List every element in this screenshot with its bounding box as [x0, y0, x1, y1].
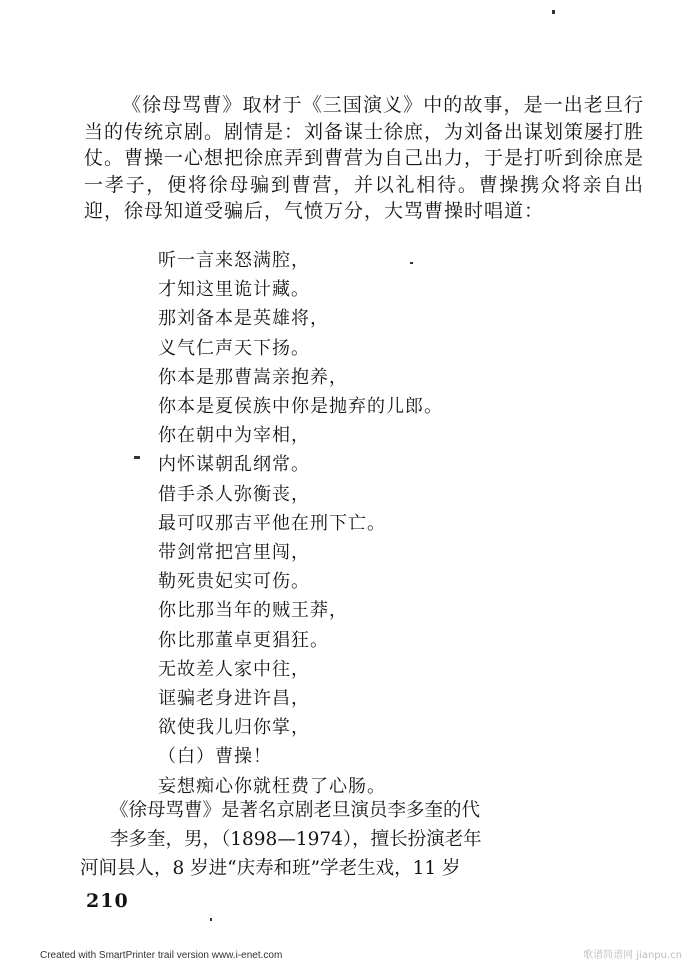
lyric-line: 最可叹那吉平他在刑下亡。: [158, 512, 386, 534]
closing-text-line: 河间县人，8 岁进“庆寿和班”学老生戏，11 岁: [80, 858, 461, 879]
footer-credit: Created with SmartPrinter trail version www.i-enet.com: [40, 950, 283, 961]
lyric-line: 内怀谋朝乱纲常。: [158, 454, 310, 476]
lyric-line: 你比那董卓更猖狂。: [158, 629, 329, 651]
intro-paragraph: 《徐母骂曹》取材于《三国演义》中的故事，是一出老旦行当的传统京剧。剧情是：刘备谋士徐庶，为刘备出谋划策屡打胜仗。曹操一心想把徐庶弄到曹营为自己出力，于是打听到徐庶是一孝子，便将徐母骗到曹营，并以礼相待。曹操携众将亲自出迎，徐母知道受骗后，气愤万分，大骂曹操时唱道：: [84, 94, 645, 222]
lyric-line: 你在朝中为宰相，: [158, 425, 310, 447]
lyric-line: 你本是那曹嵩亲抱养，: [158, 366, 348, 388]
closing-text-line: 《徐母骂曹》是著名京剧老旦演员李多奎的代: [110, 800, 481, 821]
lyric-line: 带剑常把宫里闯，: [158, 542, 310, 564]
lyric-line: 听一言来怒满腔，: [158, 250, 310, 271]
lyrics-block: [158, 246, 443, 801]
lyric-line: 诓骗老身进许昌，: [158, 688, 310, 710]
lyric-line: 欲使我儿归你掌，: [158, 717, 310, 739]
lyric-line: 勒死贵妃实可伤。: [158, 571, 310, 593]
scan-speck: [210, 918, 212, 921]
scan-speck: [410, 262, 413, 264]
page-number: 210: [86, 890, 129, 912]
lyric-line: 义气仁声天下扬。: [158, 337, 310, 359]
scan-speck: [134, 456, 140, 459]
lyric-line: 借手杀人弥衡丧，: [158, 483, 310, 505]
lyric-line: （白）曹操！: [158, 746, 272, 768]
lyric-line: 你比那当年的贼王莽，: [158, 600, 348, 622]
lyric-line: 你本是夏侯族中你是抛弃的儿郎。: [158, 396, 443, 418]
lyric-line: 无故差人家中往，: [158, 658, 310, 680]
lyric-line: 才知这里诡计藏。: [158, 279, 310, 301]
lyric-line: 妄想痴心你就枉费了心肠。: [158, 775, 386, 797]
scan-speck: [552, 10, 555, 14]
footer-watermark: 歌谱简谱网 jianpu.cn: [583, 950, 682, 961]
lyric-line: 那刘备本是英雄将，: [158, 308, 329, 330]
closing-text-line: 李多奎，男，（1898—1974），擅长扮演老年: [110, 829, 482, 850]
